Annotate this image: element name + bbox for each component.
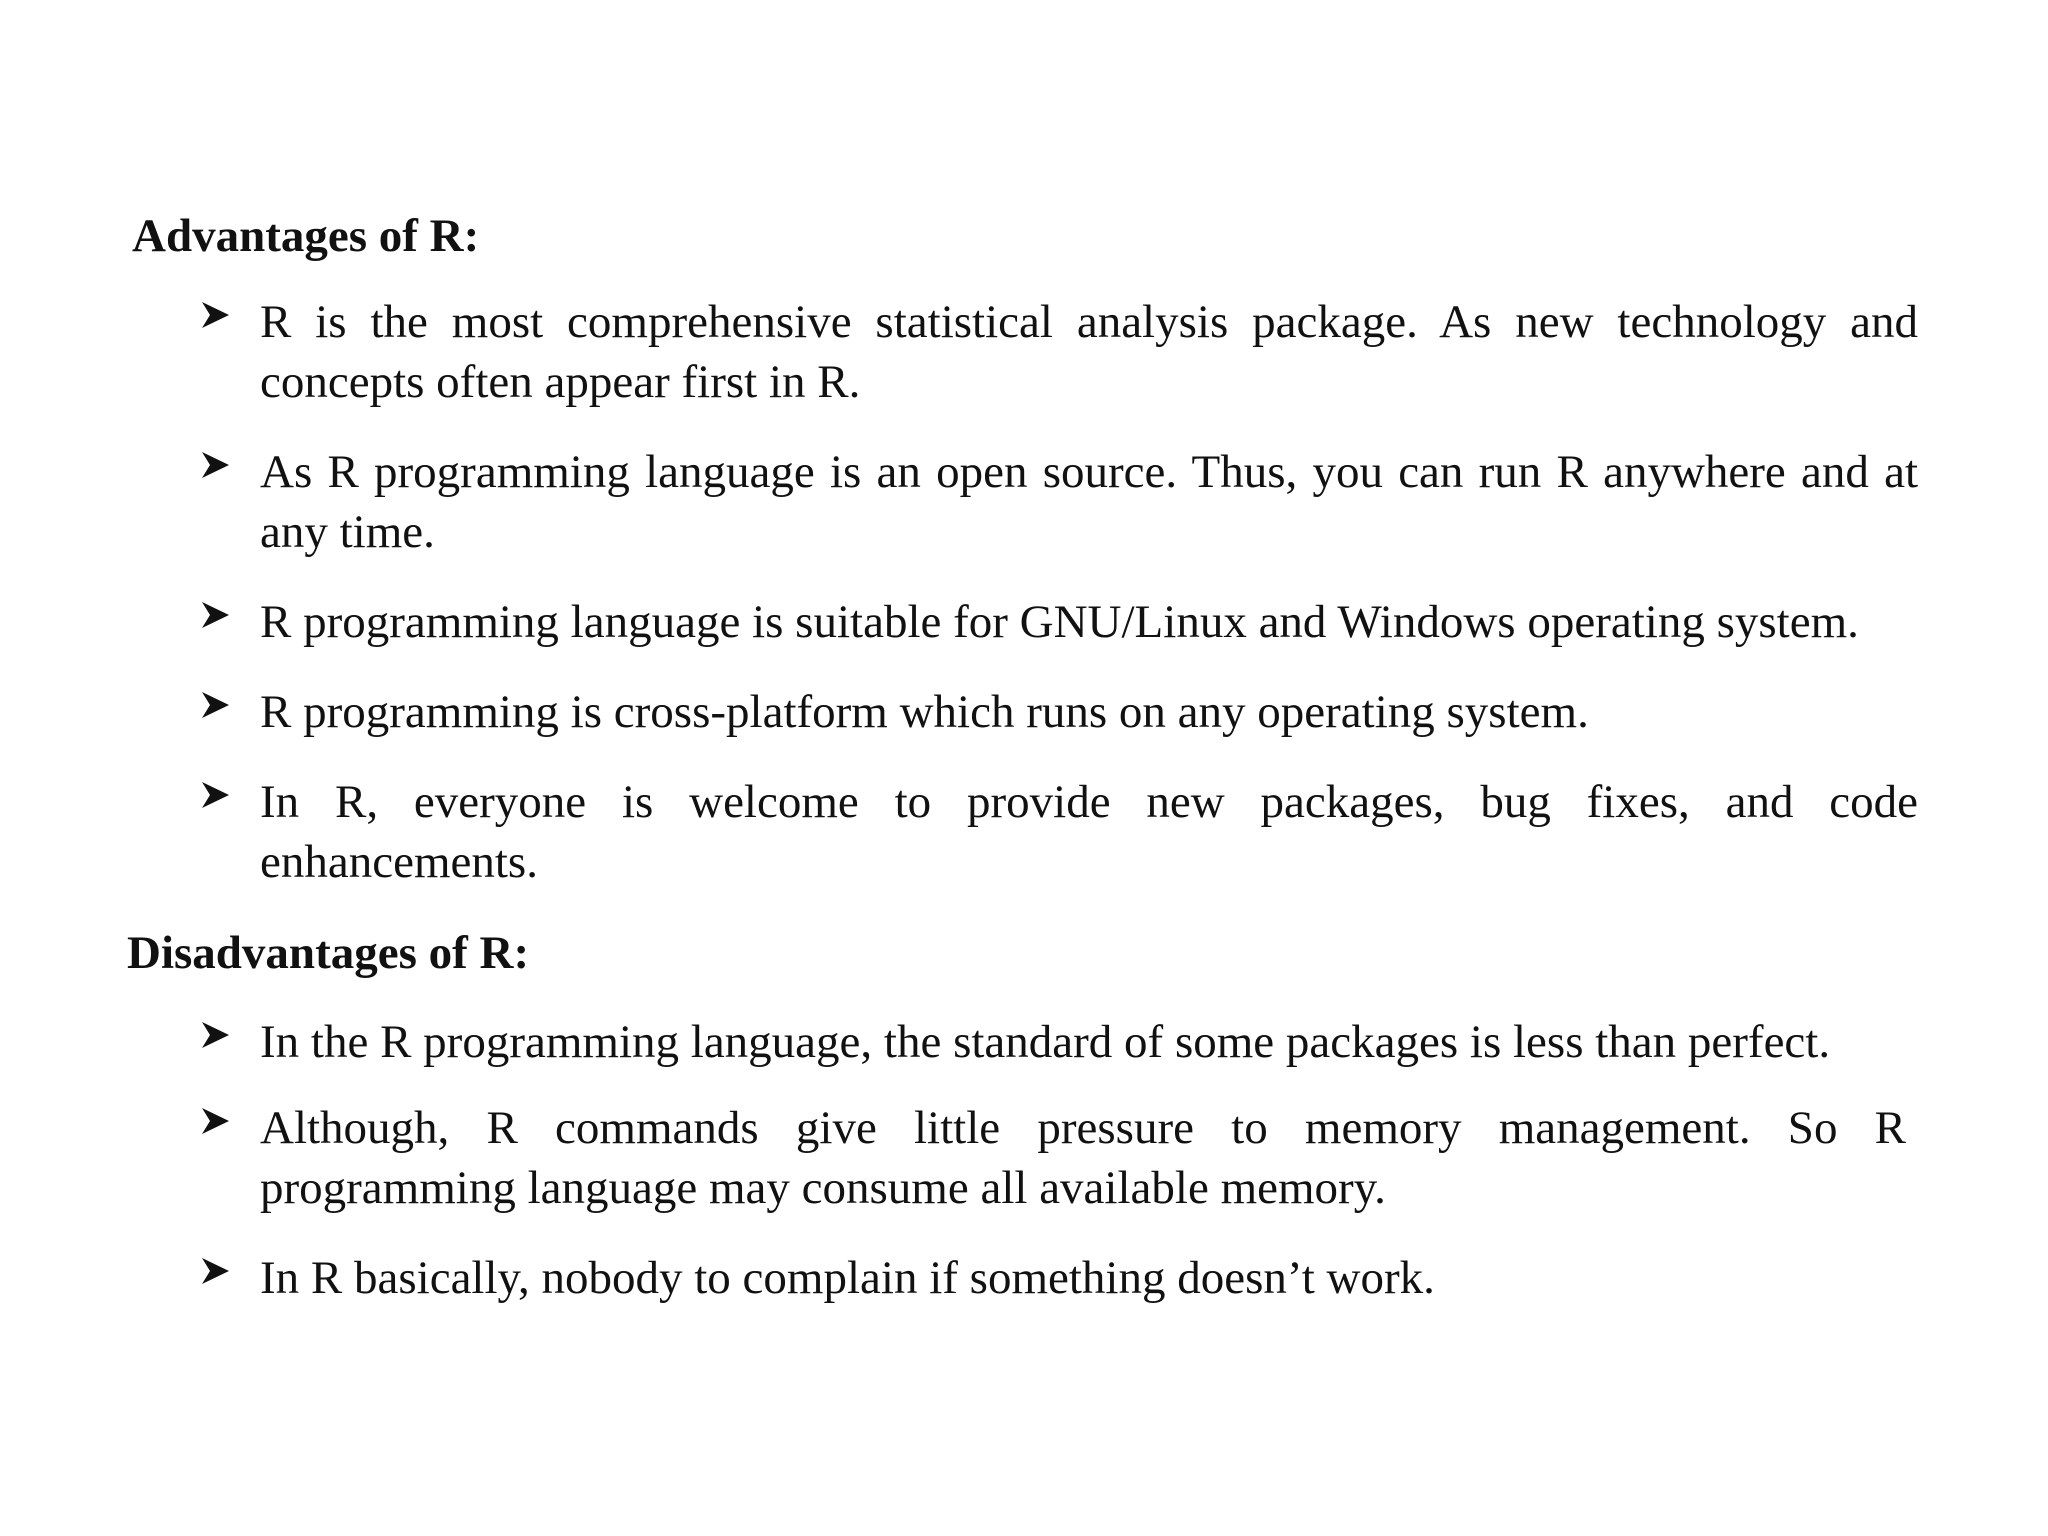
advantage-item (198, 292, 1918, 412)
arrowhead-bullet-icon (198, 1254, 232, 1288)
disadvantage-item (198, 1012, 1918, 1072)
disadvantage-item (198, 1248, 1918, 1308)
arrowhead-bullet-icon (198, 598, 232, 632)
arrowhead-bullet-icon (198, 688, 232, 722)
advantage-item (198, 682, 1918, 742)
advantage-item (198, 592, 1918, 652)
advantages-heading: Advantages of R: (132, 210, 480, 262)
advantage-text: In R, everyone is welcome to provide new packages, bug fixes, and code enhancements. (260, 776, 1918, 888)
advantage-text: As R programming language is an open source. Thus, you can run R anywhere and at any time. (260, 446, 1918, 558)
advantage-text: R programming is cross-platform which runs on any operating system. (260, 686, 1589, 738)
advantage-item (198, 772, 1918, 892)
advantage-text: R is the most comprehensive statistical analysis package. As new technology and concepts often appear first in R. (260, 296, 1918, 408)
arrowhead-bullet-icon (198, 298, 232, 332)
advantage-item (198, 442, 1918, 562)
disadvantage-text: Although, R commands give little pressure to memory management. So R programming language may consume all available memory. (260, 1102, 1906, 1214)
advantage-text: R programming language is suitable for GNU/Linux and Windows operating system. (260, 596, 1859, 648)
disadvantage-item (198, 1098, 1906, 1218)
arrowhead-bullet-icon (198, 1018, 232, 1052)
arrowhead-bullet-icon (198, 1104, 232, 1138)
disadvantages-heading: Disadvantages of R: (127, 927, 530, 979)
arrowhead-bullet-icon (198, 448, 232, 482)
arrowhead-bullet-icon (198, 778, 232, 812)
disadvantage-text: In R basically, nobody to complain if something doesn’t work. (260, 1252, 1435, 1304)
disadvantage-text: In the R programming language, the standard of some packages is less than perfect. (260, 1016, 1831, 1068)
